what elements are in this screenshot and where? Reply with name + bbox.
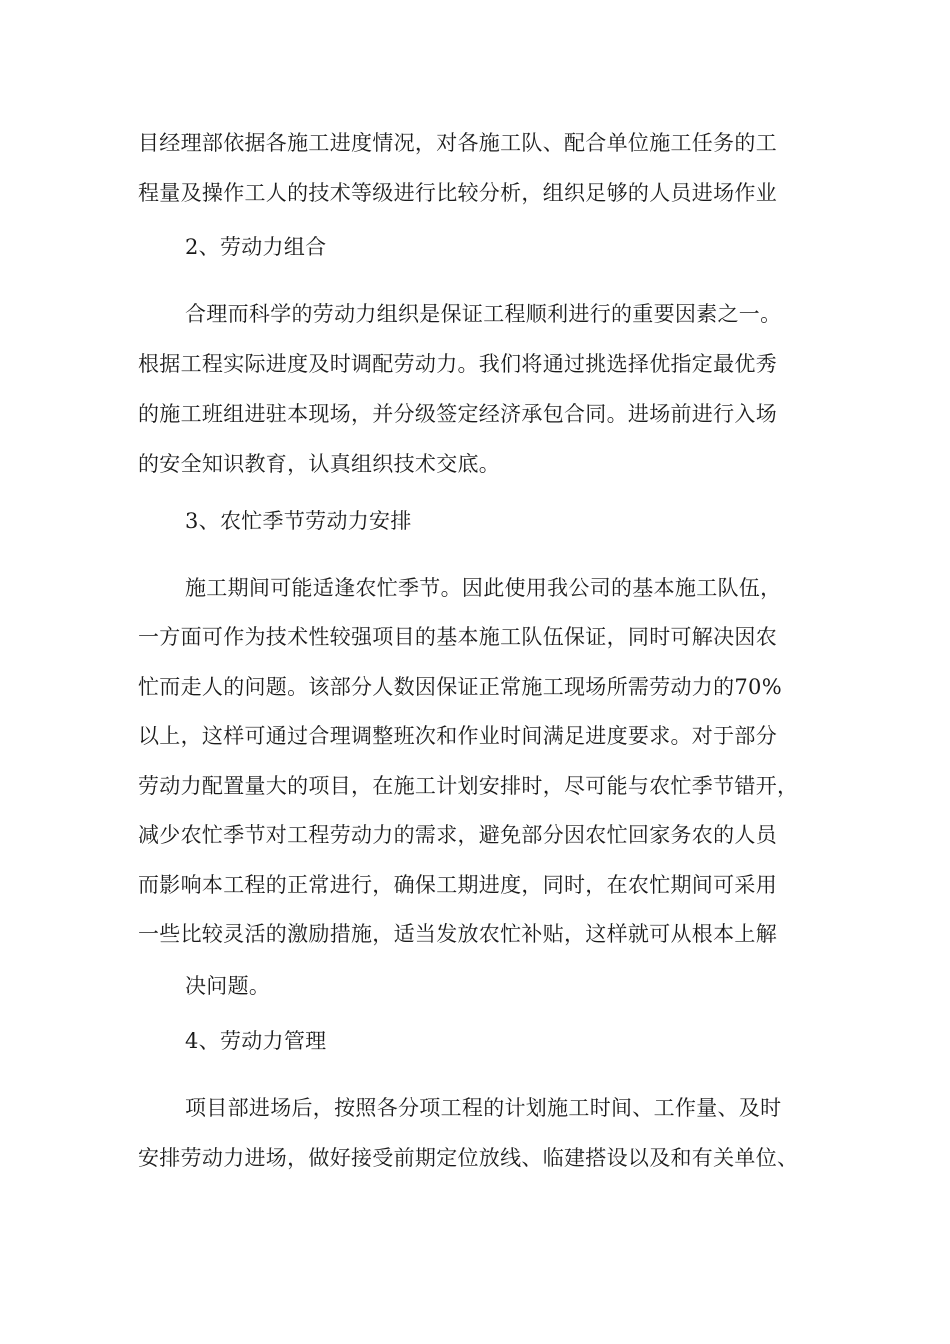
paragraph-line: 根据工程实际进度及时调配劳动力。我们将通过挑选择优指定最优秀: [138, 352, 777, 376]
paragraph-line: 忙而走人的问题。该部分人数因保证正常施工现场所需劳动力的70%: [138, 675, 782, 699]
paragraph-line: 的施工班组进驻本现场，并分级签定经济承包合同。进场前进行入场: [138, 402, 777, 426]
paragraph-line: 程量及操作工人的技术等级进行比较分析，组织足够的人员进场作业: [138, 181, 777, 205]
paragraph-line: 决问题。: [185, 974, 271, 998]
paragraph-line: 以上，这样可通过合理调整班次和作业时间满足进度要求。对于部分: [138, 724, 777, 748]
paragraph-line: 减少农忙季节对工程劳动力的需求，避免部分因农忙回家务农的人员: [138, 823, 777, 847]
paragraph-line: 一方面可作为技术性较强项目的基本施工队伍保证，同时可解决因农: [138, 625, 777, 649]
section-heading: 4、劳动力管理: [185, 1029, 327, 1053]
paragraph-line: 一些比较灵活的激励措施，适当发放农忙补贴，这样就可从根本上解: [138, 922, 777, 946]
paragraph-line: 劳动力配置量大的项目，在施工计划安排时，尽可能与农忙季节错开，: [138, 774, 799, 798]
paragraph-line: 项目部进场后，按照各分项工程的计划施工时间、工作量、及时: [185, 1096, 782, 1120]
paragraph-line: 安排劳动力进场，做好接受前期定位放线、临建搭设以及和有关单位、: [138, 1146, 799, 1170]
paragraph-line: 目经理部依据各施工进度情况，对各施工队、配合单位施工任务的工: [138, 131, 777, 155]
paragraph-line: 施工期间可能适逢农忙季节。因此使用我公司的基本施工队伍，: [185, 576, 782, 600]
paragraph-line: 的安全知识教育，认真组织技术交底。: [138, 452, 501, 476]
section-heading: 2、劳动力组合: [185, 235, 327, 259]
paragraph-line: 而影响本工程的正常进行，确保工期进度，同时，在农忙期间可采用: [138, 873, 777, 897]
paragraph-line: 合理而科学的劳动力组织是保证工程顺利进行的重要因素之一。: [185, 302, 782, 326]
section-heading: 3、农忙季节劳动力安排: [185, 509, 412, 533]
